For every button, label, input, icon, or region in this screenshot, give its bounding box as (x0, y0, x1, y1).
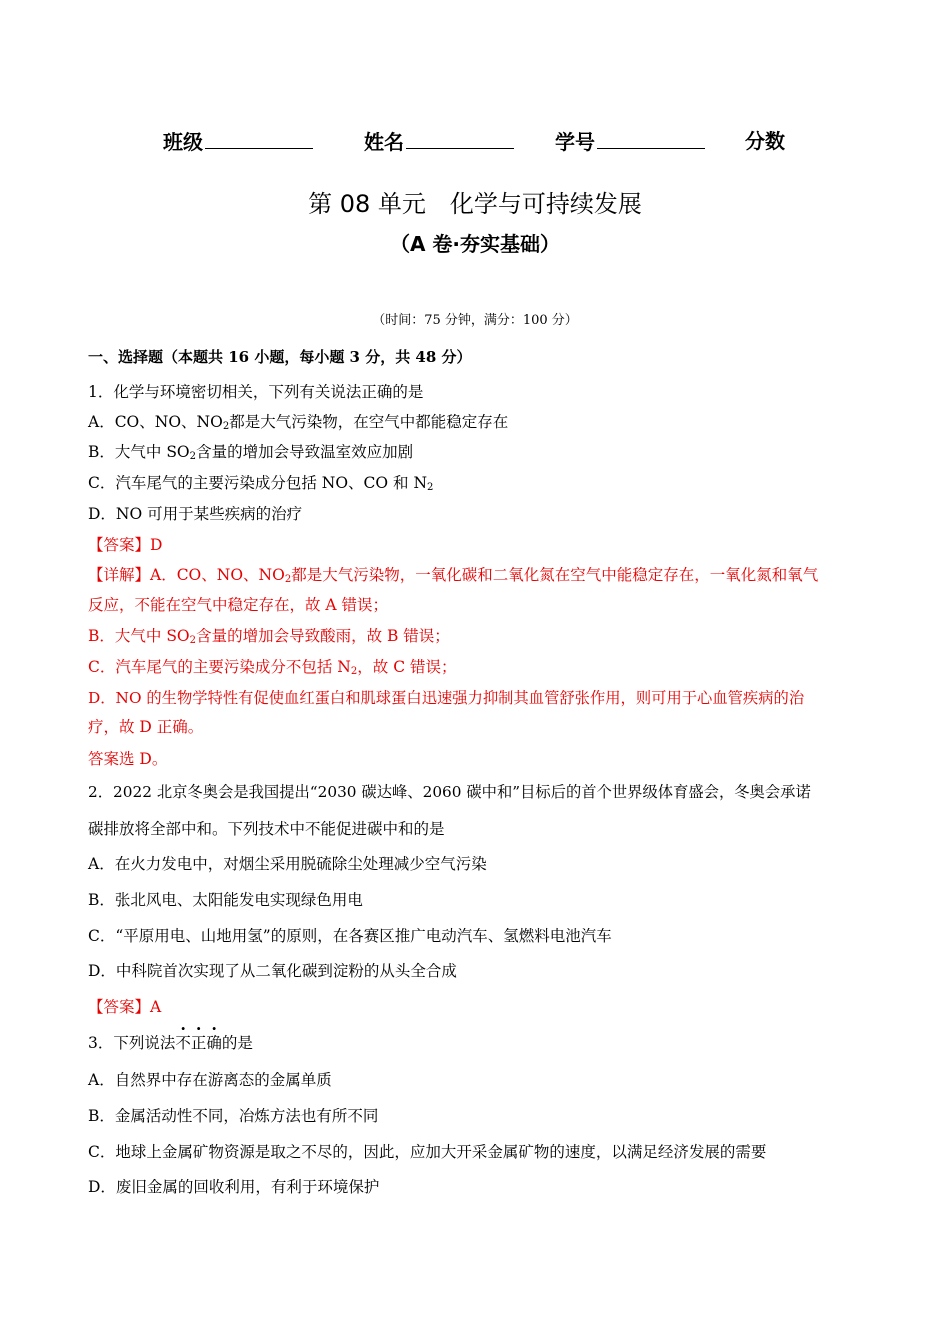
student-id-field (555, 128, 705, 155)
name-label: 姓名 (364, 130, 404, 154)
q1-option-a-text-end: 都是大气污染物，在空气中都能稳定存在 (229, 413, 509, 431)
q3-stem-text-end: 的是 (221, 1034, 253, 1052)
q1-option-b (88, 442, 413, 467)
student-id-blank (597, 128, 705, 149)
name-blank (406, 128, 514, 149)
explanation-text-end: ，故 C 错误； (357, 658, 457, 676)
explanation-text: B．大气中 SO (88, 627, 190, 645)
subscript: 2 (189, 635, 197, 646)
q1-explanation-line2: 反应，不能在空气中稳定存在，故 A 错误； (88, 596, 389, 614)
q1-option-d: D．NO 可用于某些疾病的治疗 (88, 505, 303, 523)
subscript: 2 (284, 574, 292, 585)
explanation-text: C．汽车尾气的主要污染成分不包括 N (88, 658, 351, 676)
name-field (364, 128, 514, 155)
class-field (163, 128, 313, 155)
q2-answer: 【答案】A (88, 998, 162, 1016)
score-label: 分数 (745, 129, 785, 153)
q1-option-c-text: C．汽车尾气的主要污染成分包括 NO、CO 和 N (88, 474, 428, 492)
unit-title: 第 08 单元 化学与可持续发展 (308, 190, 642, 218)
student-info-row (0, 128, 950, 158)
q1-option-c (88, 473, 433, 498)
time-info: （时间：75 分钟，满分：100 分） (372, 313, 578, 328)
q1-stem: 1．化学与环境密切相关，下列有关说法正确的是 (88, 383, 424, 401)
q1-answer: 【答案】D (88, 536, 163, 554)
emphasized-char: 不 (175, 1034, 191, 1052)
q1-explanation-line6: 疗，故 D 正确。 (88, 718, 204, 736)
subscript: 2 (427, 482, 434, 493)
q3-stem (88, 1033, 253, 1053)
q2-option-c: C．“平原用电、山地用氢”的原则，在各赛区推广电动汽车、氢燃料电池汽车 (88, 927, 612, 945)
paper-subtitle: （A 卷·夯实基础） (389, 232, 561, 256)
q2-option-d: D．中科院首次实现了从二氧化碳到淀粉的从头全合成 (88, 962, 457, 980)
subscript: 2 (189, 451, 197, 462)
q3-option-b: B．金属活动性不同，冶炼方法也有所不同 (88, 1107, 379, 1125)
explanation-text-end: 含量的增加会导致酸雨，故 B 错误； (196, 627, 450, 645)
q2-option-b: B．张北风电、太阳能发电实现绿色用电 (88, 891, 363, 909)
q3-option-c: C．地球上金属矿物资源是取之不尽的，因此，应加大开采金属矿物的速度，以满足经济发展的需要 (88, 1143, 767, 1161)
q3-stem-text: 3．下列说法 (88, 1034, 176, 1052)
q1-option-a (88, 412, 508, 437)
q2-option-a: A．在火力发电中，对烟尘采用脱硫除尘处理减少空气污染 (88, 855, 487, 873)
class-label: 班级 (163, 130, 203, 154)
q2-stem-line2: 碳排放将全部中和。下列技术中不能促进碳中和的是 (88, 820, 445, 838)
q1-explanation-line4 (88, 657, 456, 682)
subscript: 2 (222, 421, 230, 432)
q2-stem-line1: 2．2022 北京冬奥会是我国提出“2030 碳达峰、2060 碳中和”目标后的首个世界级体育盛会，冬奥会承诺 (88, 783, 811, 801)
explanation-text: 【详解】A．CO、NO、NO (88, 566, 285, 584)
class-blank (205, 128, 313, 149)
subscript: 2 (350, 666, 358, 677)
section-heading: 一、选择题（本题共 16 小题，每小题 3 分，共 48 分） (88, 348, 472, 366)
q1-explanation-line1 (88, 565, 818, 590)
q1-option-b-text: B．大气中 SO (88, 443, 190, 461)
q3-option-a: A．自然界中存在游离态的金属单质 (88, 1071, 332, 1089)
q3-option-d: D．废旧金属的回收利用，有利于环境保护 (88, 1178, 380, 1196)
q1-option-a-text: A．CO、NO、NO (88, 413, 223, 431)
student-id-label: 学号 (555, 130, 595, 154)
emphasized-char: 确 (206, 1034, 222, 1052)
explanation-text-end: 都是大气污染物，一氧化碳和二氧化氮在空气中能稳定存在，一氧化氮和氧气 (291, 566, 819, 584)
emphasized-char: 正 (190, 1034, 207, 1052)
score-field (745, 128, 785, 154)
q1-explanation-line3 (88, 626, 450, 651)
q1-option-b-text-end: 含量的增加会导致温室效应加剧 (196, 443, 414, 461)
q1-final-answer: 答案选 D。 (88, 750, 168, 768)
q1-explanation-line5: D．NO 的生物学特性有促使血红蛋白和肌球蛋白迅速强力抑制其血管舒张作用，则可用于心血管疾病的治 (88, 689, 805, 707)
